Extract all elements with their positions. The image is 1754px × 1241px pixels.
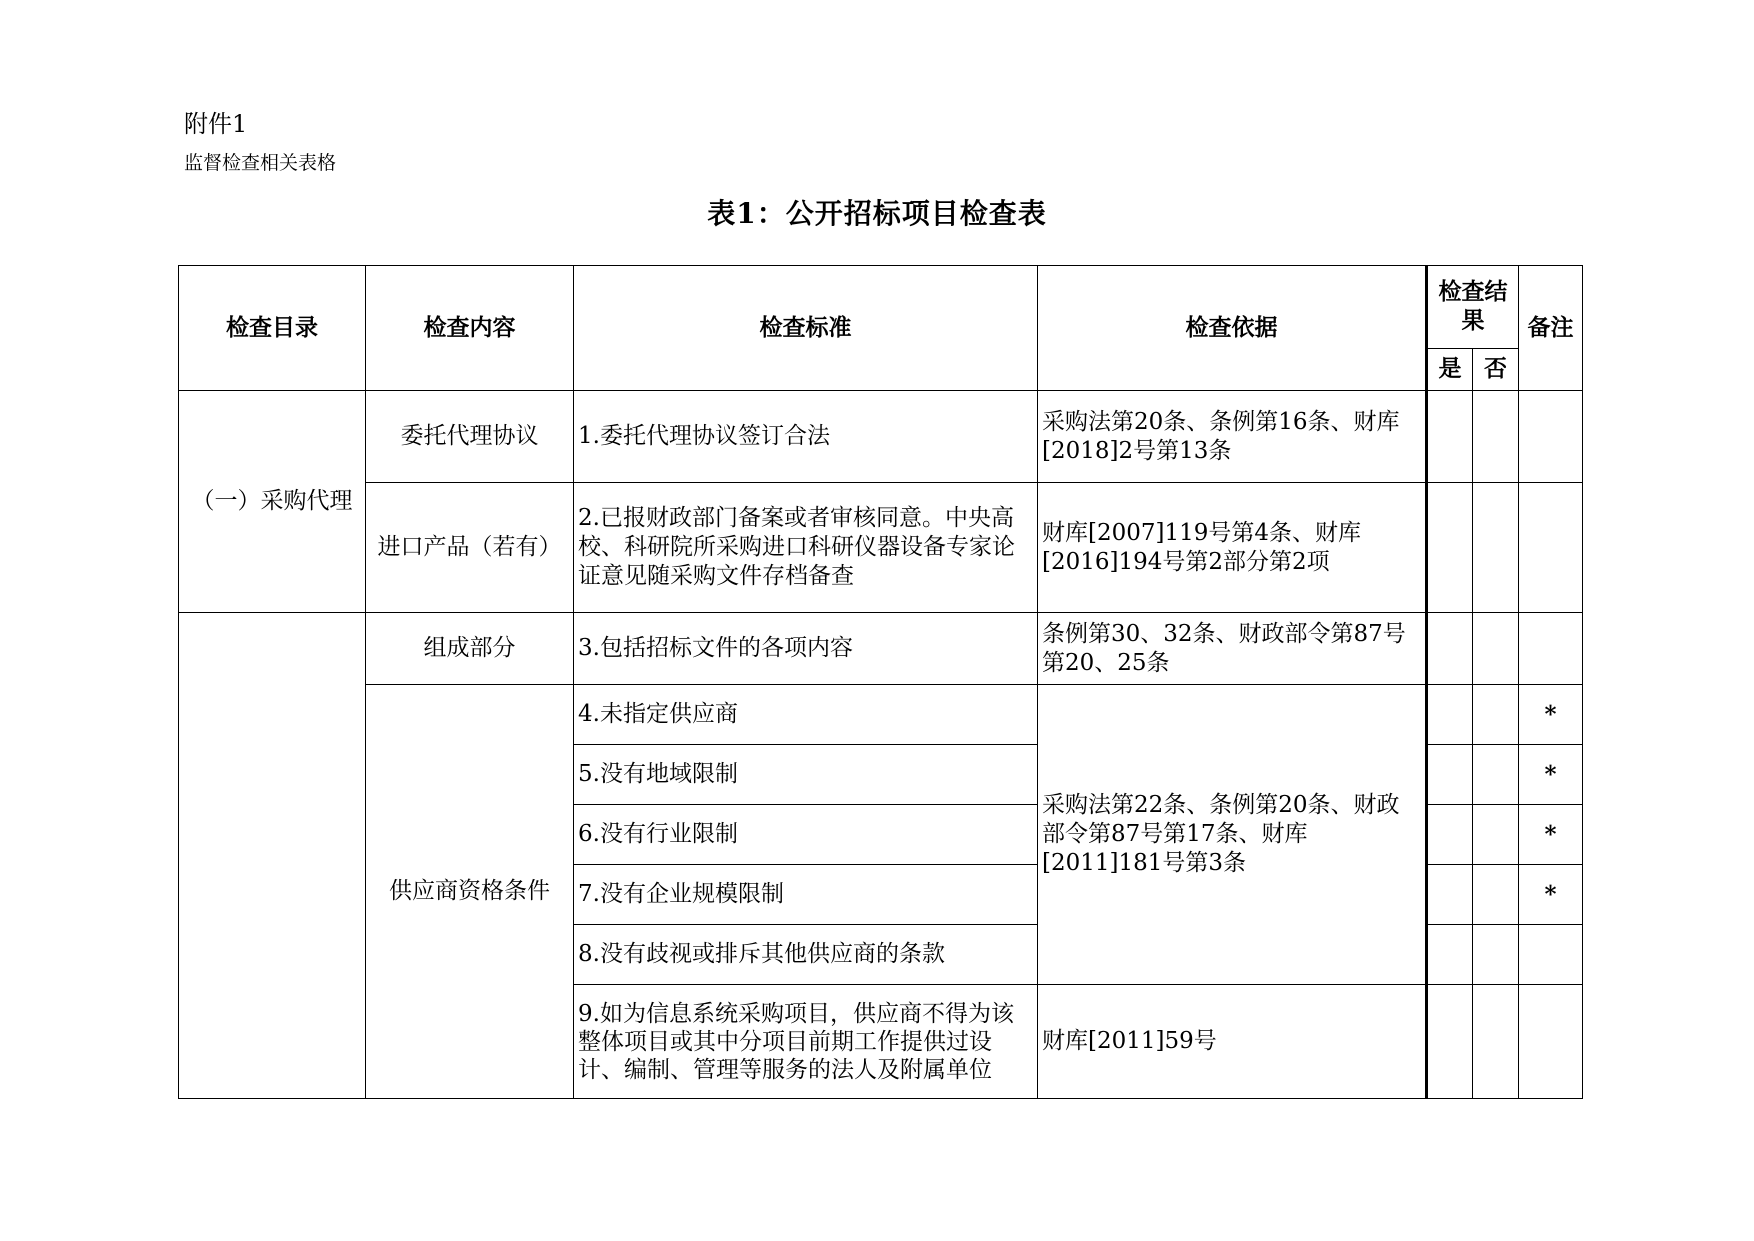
document-subtitle: 监督检查相关表格	[184, 152, 337, 174]
remark-cell	[1519, 985, 1583, 1099]
yes-cell	[1427, 925, 1473, 985]
col-content-header: 检查内容	[366, 266, 574, 391]
remark-cell	[1519, 483, 1583, 613]
table-row	[179, 685, 1583, 745]
col-directory-header: 检查目录	[179, 266, 366, 391]
standard-cell: 3.包括招标文件的各项内容	[574, 613, 1038, 685]
remark-cell: *	[1519, 685, 1583, 745]
col-basis-header: 检查依据	[1038, 266, 1427, 391]
annex-label: 附件1	[184, 110, 248, 138]
standard-cell: 6.没有行业限制	[574, 805, 1038, 865]
no-cell	[1473, 985, 1519, 1099]
yes-cell	[1427, 985, 1473, 1099]
yes-cell	[1427, 805, 1473, 865]
table-row	[179, 613, 1583, 685]
standard-cell: 5.没有地域限制	[574, 745, 1038, 805]
yes-cell	[1427, 685, 1473, 745]
no-cell	[1473, 805, 1519, 865]
content-cell: 组成部分	[366, 613, 574, 685]
standard-cell: 7.没有企业规模限制	[574, 865, 1038, 925]
basis-cell: 财库[2007]119号第4条、财库[2016]194号第2部分第2项	[1038, 483, 1427, 613]
yes-cell	[1427, 745, 1473, 805]
col-remark-header: 备注	[1519, 266, 1583, 391]
no-cell	[1473, 865, 1519, 925]
remark-cell	[1519, 925, 1583, 985]
col-standard-header: 检查标准	[574, 266, 1038, 391]
no-cell	[1473, 925, 1519, 985]
standard-cell: 9.如为信息系统采购项目，供应商不得为该整体项目或其中分项目前期工作提供过设计、编制、管理等服务的法人及附属单位	[574, 985, 1038, 1099]
no-cell	[1473, 685, 1519, 745]
basis-cell: 条例第30、32条、财政部令第87号第20、25条	[1038, 613, 1427, 685]
remark-cell: *	[1519, 805, 1583, 865]
yes-cell	[1427, 391, 1473, 483]
yes-cell	[1427, 865, 1473, 925]
basis-cell: 采购法第20条、条例第16条、财库[2018]2号第13条	[1038, 391, 1427, 483]
standard-cell: 2.已报财政部门备案或者审核同意。中央高校、科研院所采购进口科研仪器设备专家论证意见随采购文件存档备查	[574, 483, 1038, 613]
col-yes-header: 是	[1427, 349, 1473, 391]
inspection-table	[178, 265, 1583, 1099]
standard-cell: 1.委托代理协议签订合法	[574, 391, 1038, 483]
no-cell	[1473, 745, 1519, 805]
col-result-header: 检查结果	[1427, 266, 1519, 349]
table-row	[179, 483, 1583, 613]
remark-cell: *	[1519, 865, 1583, 925]
no-cell	[1473, 613, 1519, 685]
remark-cell	[1519, 613, 1583, 685]
section-cell-empty	[179, 613, 366, 1099]
no-cell	[1473, 483, 1519, 613]
content-cell: 进口产品（若有）	[366, 483, 574, 613]
no-cell	[1473, 391, 1519, 483]
content-cell: 委托代理协议	[366, 391, 574, 483]
col-no-header: 否	[1473, 349, 1519, 391]
remark-cell	[1519, 391, 1583, 483]
standard-cell: 4.未指定供应商	[574, 685, 1038, 745]
yes-cell	[1427, 613, 1473, 685]
header-row	[179, 266, 1583, 349]
basis-cell: 采购法第22条、条例第20条、财政部令第87号第17条、财库[2011]181号第3条	[1038, 685, 1427, 985]
basis-cell: 财库[2011]59号	[1038, 985, 1427, 1099]
table-title: 表1：公开招标项目检查表	[707, 197, 1047, 230]
table-row	[179, 391, 1583, 483]
remark-cell: *	[1519, 745, 1583, 805]
standard-cell: 8.没有歧视或排斥其他供应商的条款	[574, 925, 1038, 985]
section-purchase-agency: （一）采购代理	[179, 391, 366, 613]
yes-cell	[1427, 483, 1473, 613]
content-cell: 供应商资格条件	[366, 685, 574, 1099]
